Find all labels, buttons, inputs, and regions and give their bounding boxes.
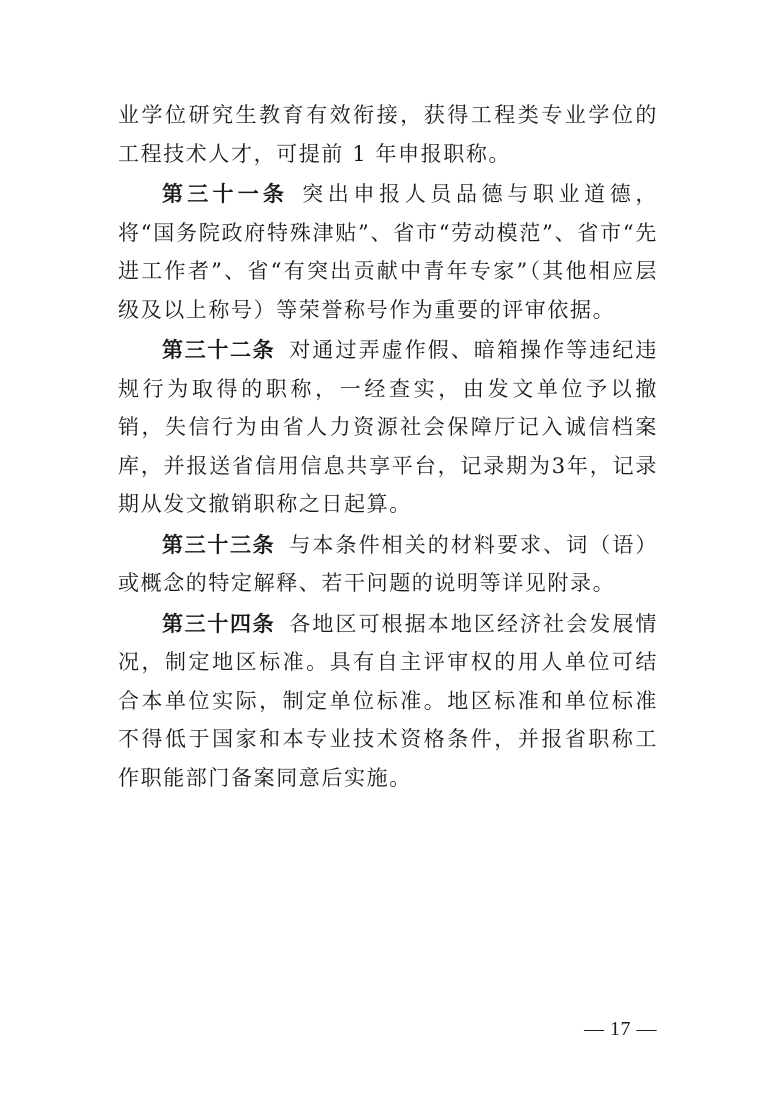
article-text: 对通过弄虚作假、暗箱操作等违纪违规行为取得的职称，一经查实，由发文单位予以撤销，失信行为由省人力资源社会保障厅记入诚信档案库，并报送省信用信息共享平台，记录期为3年，记录期从发文撤销职称之日起算。 [118,338,659,516]
paragraph-text: 业学位研究生教育有效衔接，获得工程类专业学位的工程技术人才，可提前 1 年申报职称。 [118,103,658,166]
paragraph-continuation [118,96,658,173]
article-text: 突出申报人员品德与职业道德，将“国务院政府特殊津贴”、省市“劳动模范”、省市“先进工作者”、省“有突出贡献中青年专家”（其他相应层级及以上称号）等荣誉称号作为重要的评审依据。 [118,182,658,322]
article-33 [118,526,658,603]
article-32 [118,331,658,524]
article-34 [118,605,658,798]
article-heading: 第三十四条 [162,611,276,636]
article-heading: 第三十三条 [162,532,276,557]
article-text: 各地区可根据本地区经济社会发展情况，制定地区标准。具有自主评审权的用人单位可结合本单位实际，制定单位标准。地区标准和单位标准不得低于国家和本专业技术资格条件，并报省职称工作职能部门备案同意后实施。 [118,611,659,790]
article-text: 与本条件相关的材料要求、词（语）或概念的特定解释、若干问题的说明等详见附录。 [118,532,659,595]
page-number: — 17 — [584,1018,657,1040]
article-31 [118,175,658,329]
body-text [118,96,658,797]
article-heading: 第三十二条 [162,338,276,362]
article-heading: 第三十一条 [162,182,289,206]
